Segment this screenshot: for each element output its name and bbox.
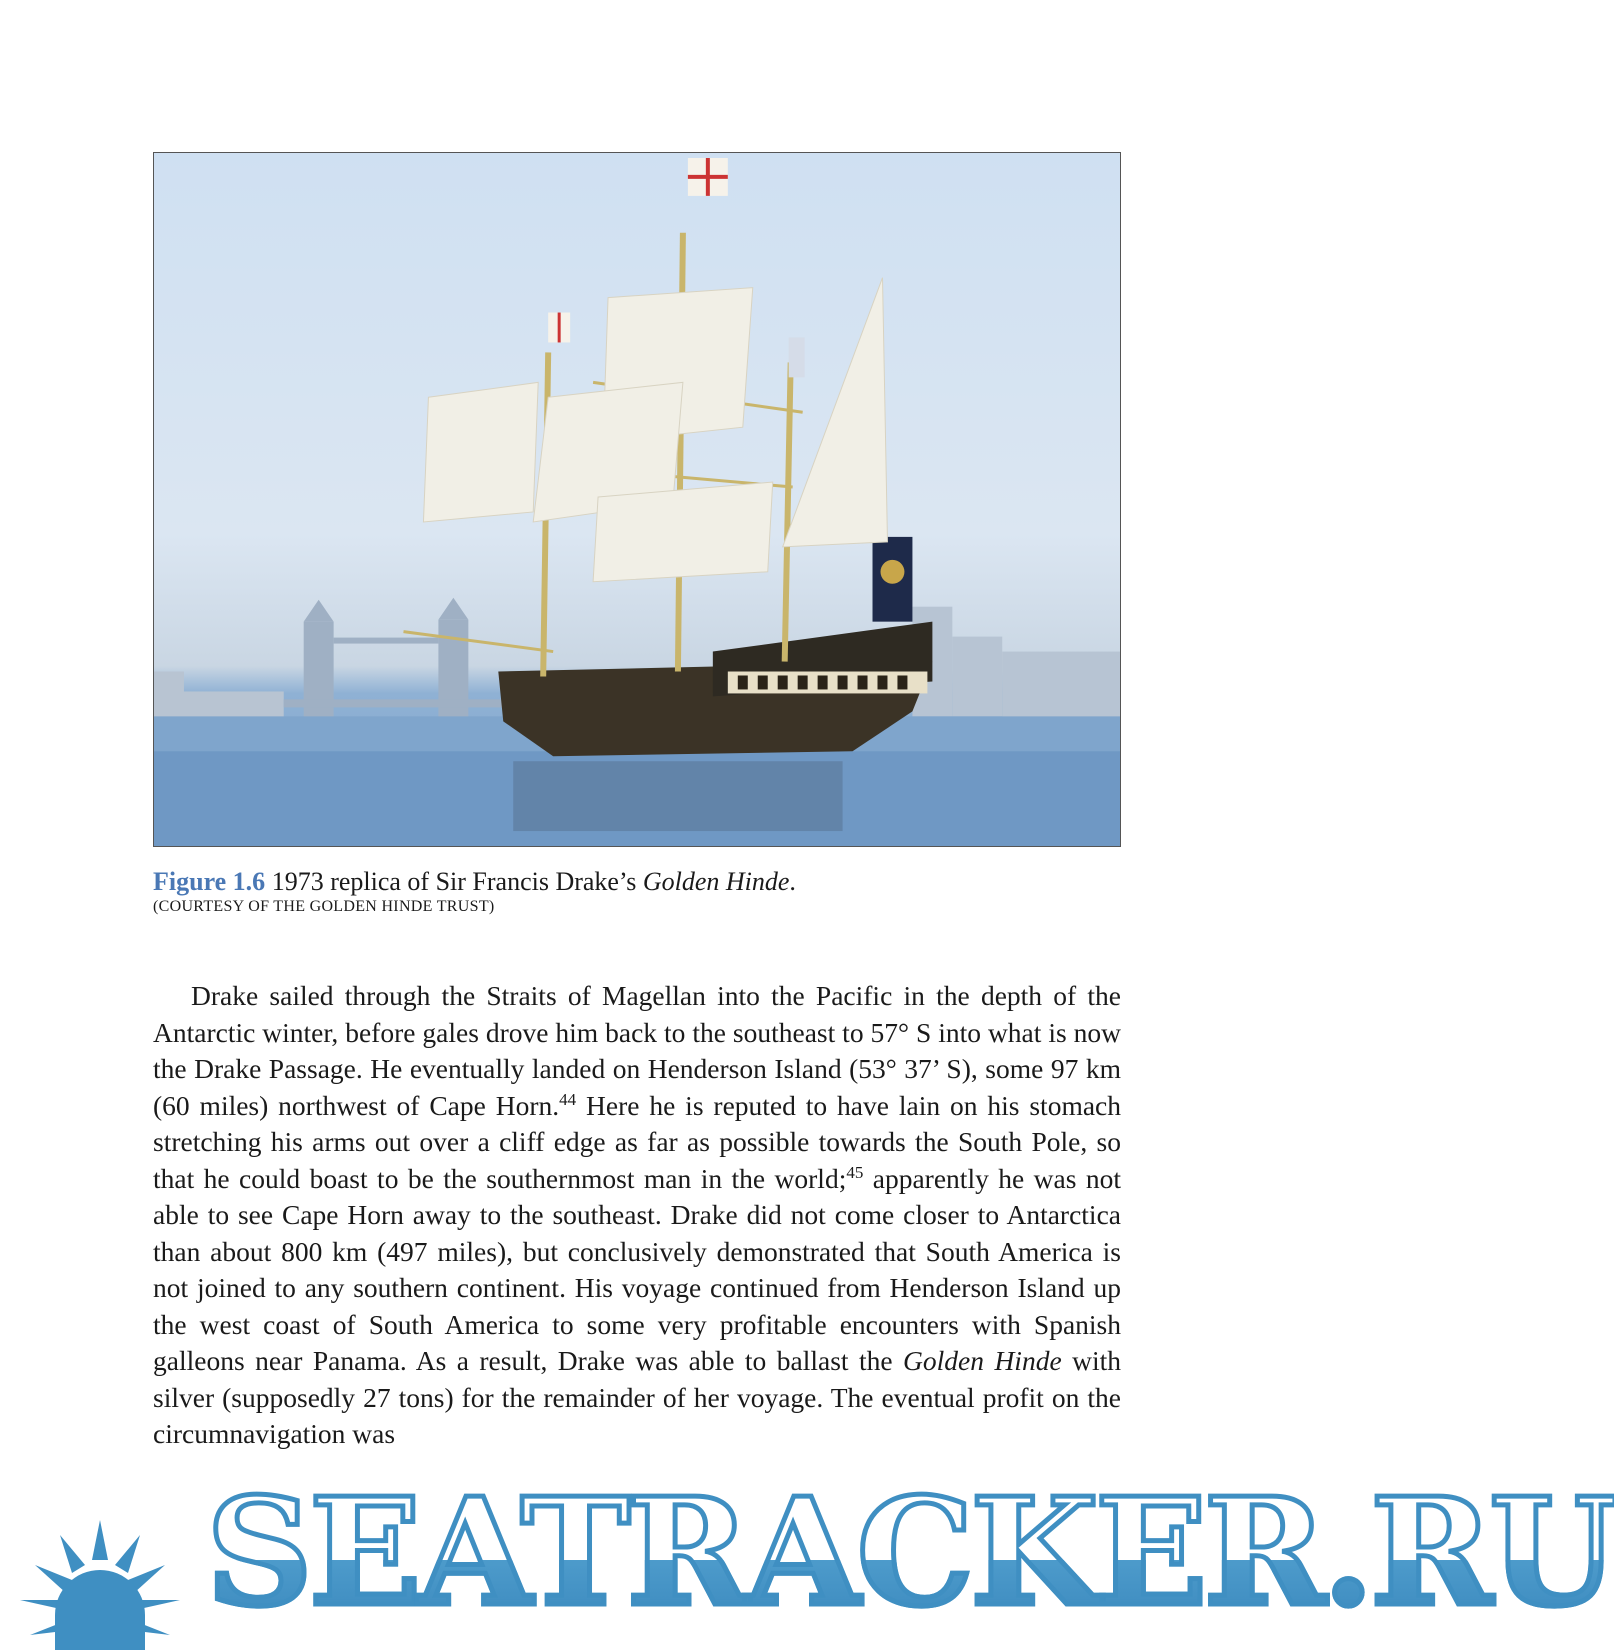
- paragraph: [153, 978, 1121, 1453]
- text-run: Drake sailed through the Straits of Magellan into the Pacific in the depth of the Antarctic winter, before gales drove him back to the southeast to 57° S into what is now the Drake Passage. He eventually landed on Henderson Island (53° 37’ S), some 97 km (60 miles) northwest of Cape Horn.: [153, 980, 1121, 1121]
- caption-ship-name: Golden Hinde: [642, 867, 790, 896]
- body-paragraph: [153, 978, 1121, 1453]
- caption-text: 1973 replica of Sir Francis Drake’s: [271, 867, 637, 896]
- skyline-right: [912, 607, 1120, 722]
- caption-line: [153, 867, 1121, 897]
- caption-period: .: [789, 867, 796, 896]
- text-run: with silver (supposedly 27 tons) for the remainder of her voyage. The eventual profit on the circumnavigation was: [153, 1345, 1122, 1449]
- golden-hinde-illustration: [154, 153, 1120, 846]
- text-run: apparently he was not able to see Cape Horn away to the southeast. Drake did not come closer to Antarctica than about 800 km (497 miles), but conclusively demonstrated that South America is not joined to any southern continent. His voyage continued from Henderson Island up the west coast of South America to some very profitable encounters with Spanish galleons near Panama. As a result, Drake was able to ballast the: [153, 1162, 1121, 1376]
- watermark-text: SEATRACKER.RU: [206, 1465, 1614, 1639]
- figure-label: Figure 1.6: [153, 867, 266, 896]
- ship-photo: [153, 152, 1121, 847]
- tower-bridge: [284, 598, 504, 732]
- photo-credit: (COURTESY OF THE GOLDEN HINDE TRUST): [153, 898, 495, 915]
- ship-name-italic: Golden Hinde: [903, 1345, 1062, 1376]
- skyline-left: [154, 672, 284, 722]
- figure-caption: [153, 867, 1121, 917]
- sails: [423, 278, 887, 582]
- text-run: Here he is reputed to have lain on his stomach stretching his arms out over a cliff edge as far as possible towards the South Pole, so that he could boast to be the southernmost man in the world;: [153, 1089, 1122, 1194]
- footnote-ref-45[interactable]: 45: [846, 1162, 864, 1182]
- footnote-ref-44[interactable]: 44: [559, 1089, 577, 1109]
